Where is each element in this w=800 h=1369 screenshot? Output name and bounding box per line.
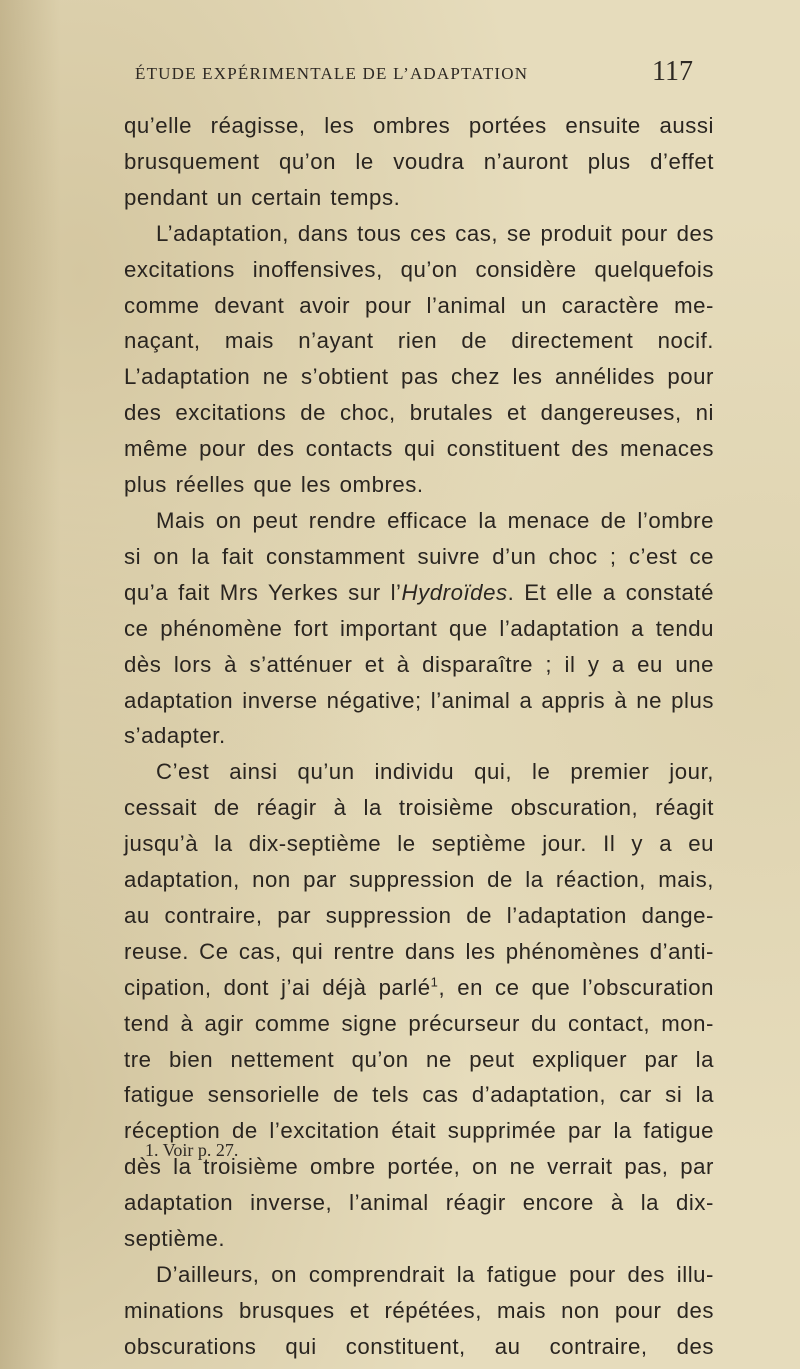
text-line: cessait de réagir à la troisième obscuration, réagit [124, 795, 714, 821]
running-title: ÉTUDE EXPÉRIMENTALE DE L’ADAPTATION [135, 64, 529, 83]
text-line: obscurations qui constituent, au contraire, des [124, 1333, 714, 1359]
text-line: septième. [124, 1226, 226, 1252]
text-line: des excitations de choc, brutales et dangereuses, ni [124, 400, 714, 426]
text-line: adaptation, non par suppression de la réaction, mais, [124, 867, 714, 893]
text-line: minations brusques et répétées, mais non pour des [124, 1297, 714, 1323]
text-segment: cipation, dont j’ai déjà parlé [124, 974, 431, 1000]
text-line: au contraire, par suppression de l’adaptation dange- [124, 902, 714, 928]
italic-term: Hydroïdes [401, 579, 508, 605]
page-gutter-shadow [0, 0, 60, 1369]
footnote-reference[interactable]: 1 [430, 974, 439, 990]
text-line: L’adaptation ne s’obtient pas chez les annélides pour [124, 364, 714, 390]
text-line: dès la troisième ombre portée, on ne verrait pas, par [124, 1154, 714, 1180]
text-line: excitations inoffensives, qu’on considère quelquefois [124, 256, 714, 282]
text-line: réception de l’excitation était supprimée par la fatigue [124, 1118, 714, 1144]
text-line: même pour des contacts qui constituent des menaces [124, 436, 714, 462]
text-line: jusqu’à la dix-septième le septième jour. Il y a eu [124, 831, 714, 857]
text-line: naçant, mais n’ayant rien de directement nocif. [124, 328, 714, 354]
paragraph-start-line: Mais on peut rendre efficace la menace de l’ombre [156, 507, 714, 533]
text-line: reuse. Ce cas, qui rentre dans les phénomènes d’anti- [124, 938, 714, 964]
text-segment: . Et elle a constaté [507, 579, 714, 605]
text-line: tre bien nettement qu’on ne peut expliquer par la [124, 1046, 714, 1072]
text-line: s’adapter. [124, 723, 226, 749]
text-line: dès lors à s’atténuer et à disparaître ; il y a eu une [124, 651, 714, 677]
text-line: qu’elle réagisse, les ombres portées ensuite aussi [124, 113, 714, 138]
text-line-with-footnote-ref [124, 970, 714, 1006]
body-text [124, 108, 714, 1365]
text-line: tend à agir comme signe précurseur du contact, mon- [124, 1010, 714, 1036]
text-line: brusquement qu’on le voudra n’auront plus d’effet [124, 148, 714, 174]
text-line: ce phénomène fort important que l’adaptation a tendu [124, 615, 714, 641]
text-line: plus réelles que les ombres. [124, 472, 424, 498]
text-line-with-italic [124, 575, 714, 611]
text-line: comme devant avoir pour l’animal un caractère me- [124, 292, 714, 318]
text-line: fatigue sensorielle de tels cas d’adaptation, car si la [124, 1082, 714, 1108]
paragraph-start-line: C’est ainsi qu’un individu qui, le premier jour, [156, 759, 714, 785]
text-segment: qu’a fait Mrs Yerkes sur l’ [124, 579, 402, 605]
text-line: pendant un certain temps. [124, 184, 401, 210]
text-line: adaptation inverse négative; l’animal a appris à ne plus [124, 687, 714, 713]
text-line: adaptation inverse, l’animal réagir encore à la dix- [124, 1190, 714, 1216]
page-number: 117 [652, 56, 693, 87]
paragraph-start-line: D’ailleurs, on comprendrait la fatigue pour des illu- [156, 1262, 714, 1287]
footnote: 1. Voir p. 27. [145, 1140, 239, 1160]
text-segment: , en ce que l’obscuration [438, 974, 714, 1000]
paragraph-start-line: L’adaptation, dans tous ces cas, se produit pour des [156, 220, 714, 246]
text-line: si on la fait constamment suivre d’un choc ; c’est ce [124, 543, 714, 569]
